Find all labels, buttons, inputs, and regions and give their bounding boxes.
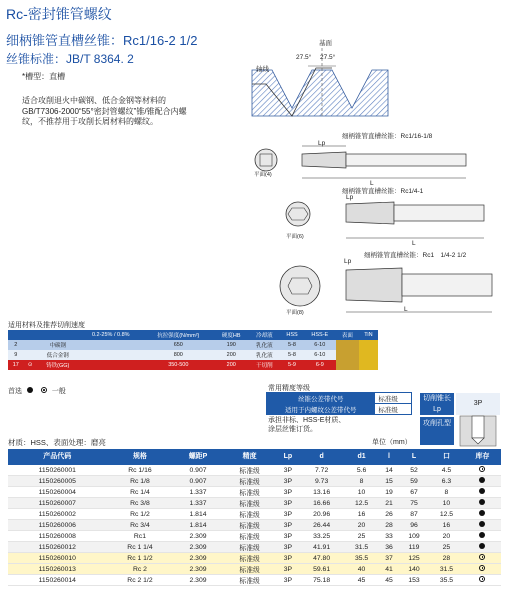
tap-diagram-caption-3: 细柄锥管直槽丝锥：Rc1 1/4-2 1/2	[364, 252, 467, 259]
table-cell: 标准级	[223, 520, 277, 531]
L-label-3: L	[404, 306, 408, 313]
table-cell: 28	[429, 553, 464, 564]
table-cell: 125	[399, 553, 429, 564]
table-cell: 1150260001	[8, 465, 107, 476]
table-cell: 33.25	[299, 531, 344, 542]
table-cell: 153	[399, 575, 429, 586]
table-cell: 8	[344, 476, 379, 487]
table-cell: 6.3	[429, 476, 464, 487]
table-cell: 12.5	[344, 498, 379, 509]
table-cell: 20	[429, 531, 464, 542]
table-cell: 96	[399, 520, 429, 531]
table-cell: 16	[344, 509, 379, 520]
table-cell: Rc 1/4	[107, 487, 174, 498]
table-cell: 1150260002	[8, 509, 107, 520]
table-cell: 35.5	[429, 575, 464, 586]
table-cell: 10	[344, 487, 379, 498]
table-cell: 1150260010	[8, 553, 107, 564]
mat-head-strength: 抗拉强度(N/mm²)	[143, 330, 214, 340]
cut-3p-value: 3P	[456, 393, 500, 415]
table-row	[8, 476, 501, 487]
table-cell: 31.5	[429, 564, 464, 575]
table-cell: 3P	[277, 498, 300, 509]
table-row	[8, 487, 501, 498]
table-row: 2 中碳钢 650 190 乳化液 5-8 6-10	[8, 340, 378, 350]
table-cell: 41.91	[299, 542, 344, 553]
table-cell: 59.61	[299, 564, 344, 575]
general-stock-ring-icon	[464, 465, 501, 476]
material-table-title: 适用材料及推荐切削速度	[8, 322, 85, 329]
table-row	[8, 575, 501, 586]
in-stock-dot-icon	[464, 498, 501, 509]
table-cell: 8	[429, 487, 464, 498]
end-label-3: 平面(8)	[286, 310, 304, 316]
table-cell: 36	[379, 542, 399, 553]
description: 适合攻削退火中碳钢、低合金钢等材料的GB/T7306-2000“55°密封管螺纹”锥/锥配合内螺纹，不推荐用于攻削长屑材料的螺纹。	[22, 96, 187, 126]
groove-type: *槽型：直槽	[22, 72, 66, 81]
table-cell: 25	[344, 531, 379, 542]
tolerance-table: 丝锥公差带代号 标准级 适用于内螺纹公差带代号 标准级	[266, 392, 412, 415]
table-cell: 1.337	[173, 498, 222, 509]
table-cell: Rc 3/8	[107, 498, 174, 509]
col-spec: 规格	[107, 449, 174, 465]
mat-head-hss: HSS	[280, 330, 304, 340]
general-ring-icon	[41, 387, 47, 393]
table-cell: 0.907	[173, 465, 222, 476]
table-cell: 35.5	[344, 553, 379, 564]
primary-dot-icon	[27, 387, 33, 393]
table-cell: 3P	[277, 542, 300, 553]
table-cell: 1150260012	[8, 542, 107, 553]
table-row	[8, 531, 501, 542]
table-row	[8, 553, 501, 564]
table-cell: 109	[399, 531, 429, 542]
mat-head-tin: TiN	[359, 330, 378, 340]
table-cell: 标准级	[223, 542, 277, 553]
table-cell: 1.814	[173, 509, 222, 520]
table-cell: 45	[379, 575, 399, 586]
col-pitch: 螺距P	[173, 449, 222, 465]
table-cell: 2.309	[173, 575, 222, 586]
general-stock-ring-icon	[464, 564, 501, 575]
table-cell: 标准级	[223, 531, 277, 542]
table-cell: 7.72	[299, 465, 344, 476]
standard-label: 丝锥标准：JB/T 8364. 2	[6, 52, 134, 66]
table-cell: 40	[344, 564, 379, 575]
table-cell: 标准级	[223, 465, 277, 476]
table-cell: 3P	[277, 476, 300, 487]
table-cell: 1150260006	[8, 520, 107, 531]
tolerance-title: 常用精度等级	[268, 385, 310, 392]
table-cell: 75	[399, 498, 429, 509]
table-cell: 2.309	[173, 564, 222, 575]
table-cell: 1150260014	[8, 575, 107, 586]
table-cell: 10	[429, 498, 464, 509]
table-row: 17 ⊙ 铸铁(GG) 350-500 200 干切削 5-9 6-9	[8, 360, 378, 370]
page-title: Rc-密封锥管螺纹	[6, 6, 112, 22]
table-cell: Rc 1/2	[107, 509, 174, 520]
table-cell: 2.309	[173, 553, 222, 564]
table-cell: 67	[399, 487, 429, 498]
product-subtitle: 细柄锥管直槽丝锥：Rc1/16-2 1/2	[6, 33, 198, 48]
table-cell: 4.5	[429, 465, 464, 476]
table-cell: 9.73	[299, 476, 344, 487]
col-L: L	[399, 449, 429, 465]
L-label-2: L	[412, 240, 416, 247]
table-cell: Rc 1/16	[107, 465, 174, 476]
table-cell: 1.337	[173, 487, 222, 498]
table-cell: 1150260008	[8, 531, 107, 542]
table-cell: 26	[379, 509, 399, 520]
mat-head-hb: 硬度HB	[214, 330, 249, 340]
table-cell: 25	[429, 542, 464, 553]
table-cell: 37	[379, 553, 399, 564]
mat-head-no	[8, 330, 24, 340]
table-cell: 3P	[277, 575, 300, 586]
mat-head-mark	[24, 330, 37, 340]
table-cell: 45	[344, 575, 379, 586]
tolerance-note: 承担非标、HSS-E材质、 涂层丝锥订货。	[268, 417, 346, 433]
table-cell: 1150260004	[8, 487, 107, 498]
lp-label-2: Lp	[346, 194, 354, 201]
table-cell: 119	[399, 542, 429, 553]
mat-head-range: 0.2-25% / 0.8%	[79, 330, 143, 340]
table-cell: 14	[379, 465, 399, 476]
table-cell: 20	[344, 520, 379, 531]
angle-right-label: 27.5°	[320, 54, 336, 61]
col-d: d	[299, 449, 344, 465]
blind-hole-icon	[458, 414, 498, 448]
table-row	[8, 498, 501, 509]
table-cell: 16.66	[299, 498, 344, 509]
table-cell: 1.814	[173, 520, 222, 531]
angle-left-label: 27.5°	[296, 54, 312, 61]
mat-head-name	[37, 330, 79, 340]
table-cell: 33	[379, 531, 399, 542]
table-cell: 标准级	[223, 509, 277, 520]
col-accuracy: 精度	[223, 449, 277, 465]
tap-diagram-caption-2: 细柄锥管直槽丝锥：Rc1/4-1	[342, 188, 424, 195]
L-label-1: L	[370, 180, 374, 187]
product-table	[8, 449, 501, 586]
col-square: 口	[429, 449, 464, 465]
table-cell: Rc 3/4	[107, 520, 174, 531]
table-cell: 标准级	[223, 575, 277, 586]
table-cell: Rc 2 1/2	[107, 575, 174, 586]
in-stock-dot-icon	[464, 509, 501, 520]
table-cell: 3P	[277, 553, 300, 564]
cut-length-label: 切削锥长Lp	[420, 393, 454, 415]
general-stock-ring-icon	[464, 575, 501, 586]
table-cell: 标准级	[223, 476, 277, 487]
legend-primary-label: 首选	[8, 388, 22, 395]
table-cell: 47.80	[299, 553, 344, 564]
table-cell: 标准级	[223, 498, 277, 509]
table-cell: 26.44	[299, 520, 344, 531]
table-row	[8, 509, 501, 520]
table-cell: 1150260007	[8, 498, 107, 509]
general-stock-ring-icon	[464, 553, 501, 564]
table-cell: 75.18	[299, 575, 344, 586]
table-cell: 1150260013	[8, 564, 107, 575]
in-stock-dot-icon	[464, 542, 501, 553]
table-cell: 3P	[277, 520, 300, 531]
table-cell: Rc 1 1/4	[107, 542, 174, 553]
tap-drawing-1	[250, 140, 500, 188]
table-cell: 21	[379, 498, 399, 509]
col-l: l	[379, 449, 399, 465]
axis-label: 轴线	[256, 66, 269, 73]
tap-hole-label: 攻削孔型	[420, 417, 454, 445]
end-label-1: 平面(4)	[254, 172, 272, 178]
table-cell: 140	[399, 564, 429, 575]
table-cell: 19	[379, 487, 399, 498]
table-cell: Rc1	[107, 531, 174, 542]
in-stock-dot-icon	[464, 531, 501, 542]
tap-diagram-caption-1: 细柄锥管直槽丝锥：Rc1/16-1/8	[342, 133, 433, 140]
unit-label: 单位（mm）	[372, 439, 412, 446]
table-cell: 0.907	[173, 476, 222, 487]
table-cell: 3P	[277, 564, 300, 575]
in-stock-dot-icon	[464, 476, 501, 487]
table-cell: 15	[379, 476, 399, 487]
end-label-2: 平面(6)	[286, 234, 304, 240]
table-cell: 20.96	[299, 509, 344, 520]
table-cell: 52	[399, 465, 429, 476]
table-cell: 标准级	[223, 564, 277, 575]
lp-label-1: Lp	[318, 140, 326, 147]
table-cell: 28	[379, 520, 399, 531]
table-row	[8, 542, 501, 553]
table-cell: 13.16	[299, 487, 344, 498]
table-cell: 3P	[277, 531, 300, 542]
table-row	[8, 465, 501, 476]
material-table	[8, 330, 378, 370]
in-stock-dot-icon	[464, 487, 501, 498]
table-cell: 12.5	[429, 509, 464, 520]
thread-profile-diagram	[250, 38, 390, 120]
table-cell: 16	[429, 520, 464, 531]
table-cell: Rc 2	[107, 564, 174, 575]
col-lp: Lp	[277, 449, 300, 465]
base-plane-label: 基面	[319, 40, 332, 47]
table-cell: 3P	[277, 509, 300, 520]
table-cell: 标准级	[223, 487, 277, 498]
mat-head-hsse: HSS-E	[304, 330, 336, 340]
mat-head-cool: 冷却液	[249, 330, 281, 340]
mat-head-coating: 表面	[336, 330, 359, 340]
col-stock: 库存	[464, 449, 501, 465]
table-row: 9 低合金钢 800 200 乳化液 5-8 6-10	[8, 350, 378, 360]
table-cell: 31.5	[344, 542, 379, 553]
table-cell: 3P	[277, 487, 300, 498]
col-d1: d1	[344, 449, 379, 465]
tap-drawing-3	[276, 258, 500, 320]
table-cell: 3P	[277, 465, 300, 476]
legend	[8, 386, 66, 396]
table-row	[8, 564, 501, 575]
material-info: 材质：HSS、表面处理：磨亮	[8, 438, 106, 447]
in-stock-dot-icon	[464, 520, 501, 531]
lp-label-3: Lp	[344, 258, 352, 265]
legend-general-label: 一般	[51, 388, 66, 395]
table-cell: 41	[379, 564, 399, 575]
table-row	[8, 520, 501, 531]
table-cell: 2.309	[173, 542, 222, 553]
table-cell: 标准级	[223, 553, 277, 564]
table-cell: 59	[399, 476, 429, 487]
tap-drawing-2	[282, 194, 500, 250]
table-cell: 2.309	[173, 531, 222, 542]
table-cell: 5.6	[344, 465, 379, 476]
col-code: 产品代码	[8, 449, 107, 465]
table-cell: 87	[399, 509, 429, 520]
table-cell: Rc 1 1/2	[107, 553, 174, 564]
table-cell: 1150260005	[8, 476, 107, 487]
table-cell: Rc 1/8	[107, 476, 174, 487]
